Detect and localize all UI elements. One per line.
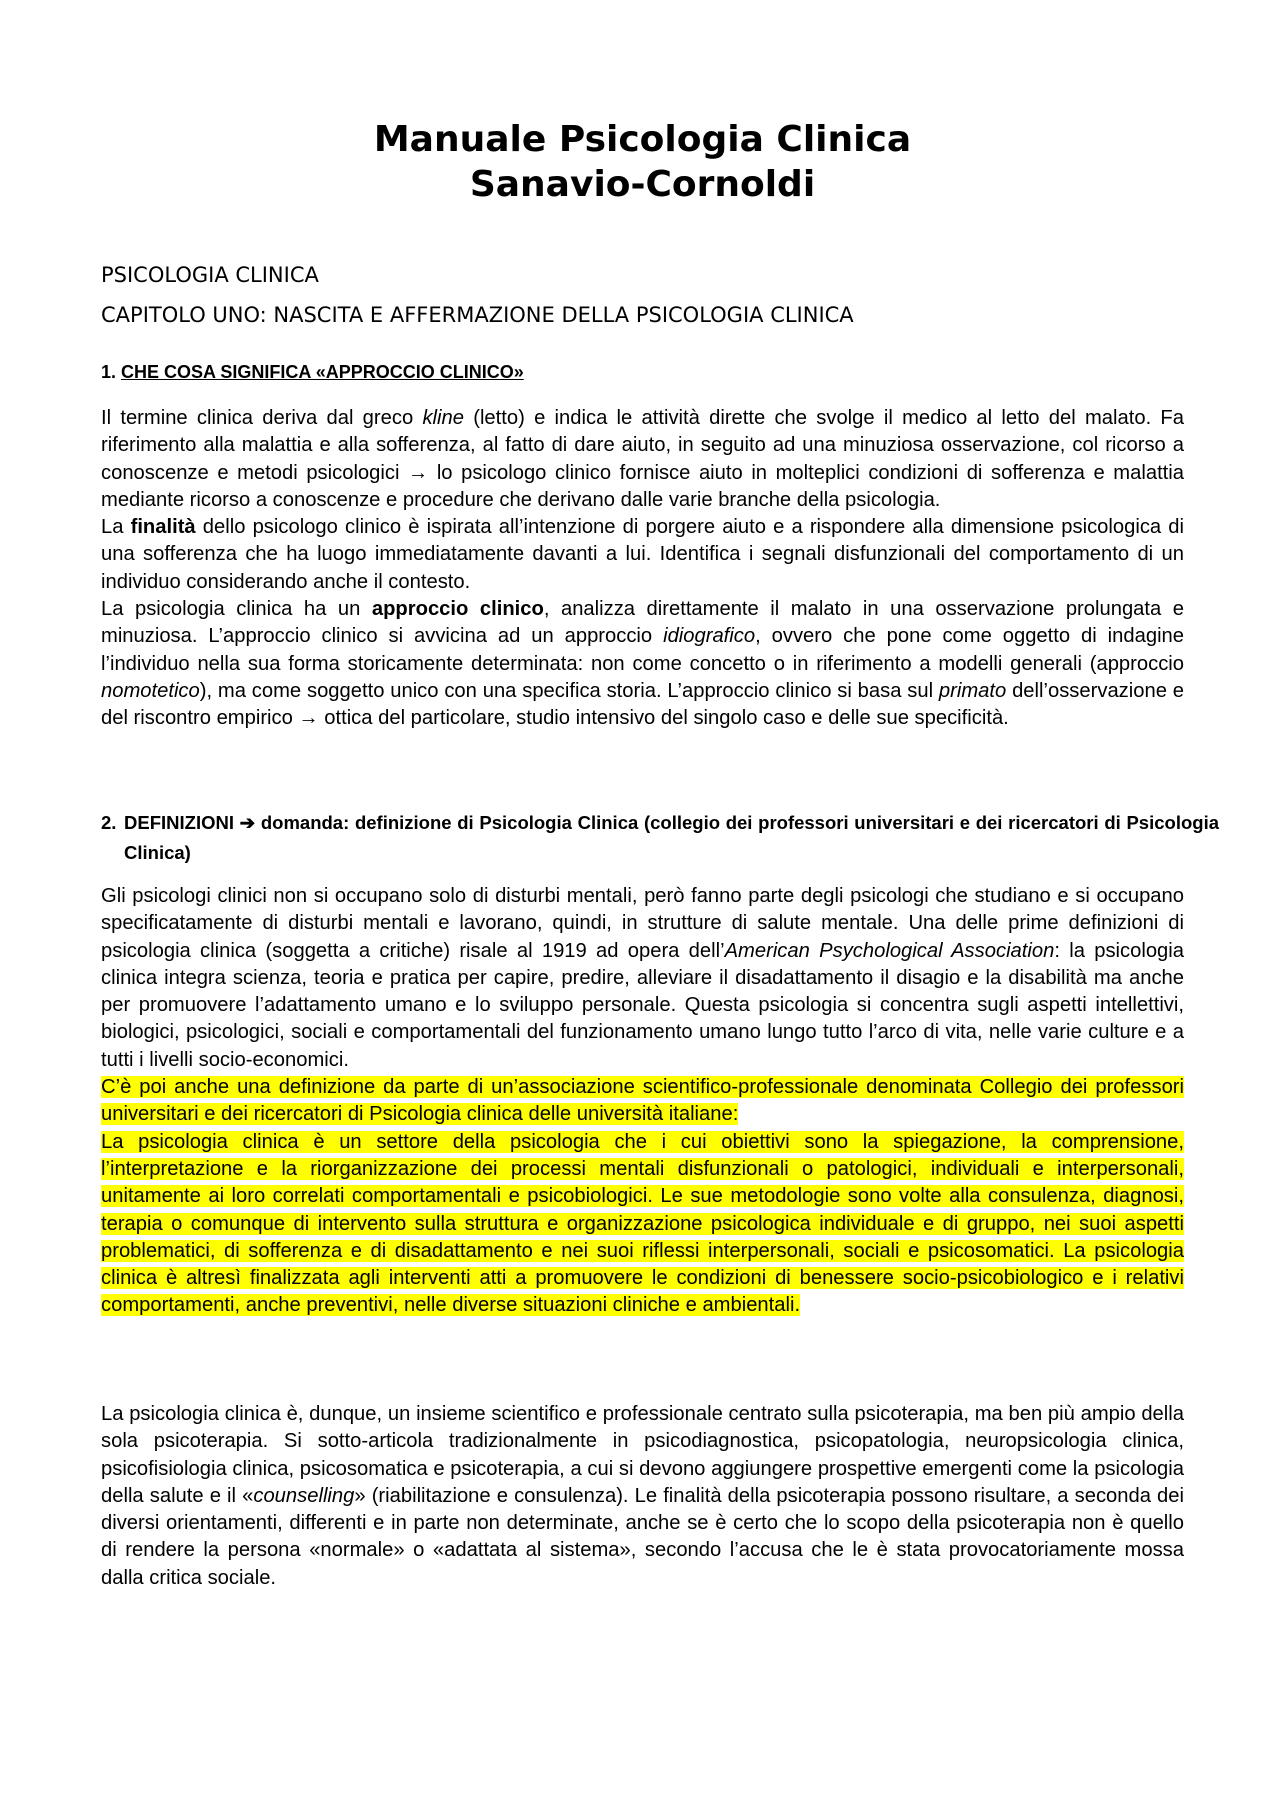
highlight-text-2: La psicologia clinica è un settore della psicologia che i cui obiettivi sono la spiegazione, la comprensione, l’interpretazione e la riorganizzazione dei processi mentali disfunzionali o patologici, individuali e interpersonali, unitamente ai loro correlati comportamentali e psicobiologici. Le sue metodologie sono volte alla consulenza, diagnosi, terapia o comunque di intervento sulla struttura e organizzazione psicologica individuale e di gruppo, nei suoi aspetti problematici, di sofferenza e di disadattamento e nei suoi riflessi interpersonali, sociali e psicosomatici. La psicologia clinica è altresì finalizzata agli interventi atti a promuovere le condizioni di benessere socio-psicobiologico e i relativi comportamenti, anche preventivi, nelle diverse situazioni cliniche e ambientali. [101,1130,1184,1317]
p4-term-apa: American Psychological Association [724,939,1055,962]
highlight-paragraph-2 [101,1129,1184,1320]
section-2-body-continued [101,1401,1184,1592]
title-line-2: Sanavio-Cornoldi [469,164,816,205]
p3-term-primato: primato [938,679,1007,702]
section-1-body [101,405,1184,733]
p5-text-a: La psicologia clinica è, dunque, un insieme scientifico e professionale centrato sulla psicoterapia, ma ben più ampio della sola psicoterapia. Si sotto-articola tradizionalmente in psicodiagnostica, psicopatologia, neuropsicologia clinica, psicofisiologia clinica, psicosomatica e psicoterapia, a cui si devono aggiungere prospettive emergenti come la psicologia della salute e il « [101,1403,1184,1507]
p4-text-a: Gli psicologi clinici non si occupano solo di disturbi mentali, però fanno parte degli psicologi che studiano e si occupano specificatamente di disturbi mentali e lavorano, quindi, in strutture di salute mentale. Una delle prime definizioni di psicologia clinica (soggetta a critiche) risale al 1919 ad opera dell’ [101,885,1184,962]
heading-1 [101,362,524,383]
title-line-1: Manuale Psicologia Clinica [373,119,912,160]
p5-text-b: » (riabilitazione e consulenza). Le finalità della psicoterapia possono risultare, a seconda dei diversi orientamenti, differenti e in parte non determinate, anche se è certo che lo scopo della psicoterapia non è quello di rendere la persona «normale» o «adattata al sistema», secondo l’accusa che le è stata provocatoriamente mossa dalla critica sociale. [101,1484,1184,1589]
document-title [101,117,1184,207]
p3-text-b: , analizza direttamente il malato in una osservazione prolungata e minuziosa. L’approccio clinico si avvicina ad un approccio [101,598,1184,648]
highlight-paragraph-1 [101,1074,1184,1129]
p2-text-b: dello psicologo clinico è ispirata all’intenzione di porgere aiuto e a rispondere alla dimensione psicologica di una sofferenza che ha luogo immediatamente davanti a lui. Identifica i segnali disfunzionali del comportamento di un individuo considerando anche il contesto. [101,516,1184,593]
p1-text-a: Il termine clinica deriva dal greco [101,407,423,429]
p3-term-nomotetico: nomotetico [101,679,200,702]
paragraph-4 [101,883,1184,1074]
p5-term-counselling: counselling [253,1484,355,1507]
heading-2 [101,808,1219,868]
p1-text-b: (letto) e indica le attività dirette che svolge il medico al letto del malato. Fa riferimento alla malattia e alla sofferenza, al fatto di dare aiuto, in seguito ad una minuziosa osservazione, col ricorso a conoscenze e metodi psicologici → lo psicologo clinico fornisce aiuto in molteplici condizioni di sofferenza e malattia mediante ricorso a conoscenze e procedure che derivano dalle varie branche della psicologia. [101,407,1184,511]
chapter-label: CAPITOLO UNO: NASCITA E AFFERMAZIONE DELLA PSICOLOGIA CLINICA [101,303,854,327]
p3-text-c: , ovvero che pone come oggetto di indagine l’individuo nella sua forma storicamente determinata: non come concetto o in riferimento a modelli generali (approccio [101,625,1185,675]
p3-text-d: ), ma come soggetto unico con una specifica storia. L’approccio clinico si basa sul [199,679,939,702]
p3-term-approccio: approccio clinico [371,598,544,621]
paragraph-5 [101,1401,1184,1592]
heading-2-text: DEFINIZIONI ➔ domanda: definizione di Psicologia Clinica (collegio dei professori universitari e dei ricercatori di Psicologia Clinica) [124,812,1219,863]
p3-term-idiografico: idiografico [663,625,756,648]
p2-text-a: La [101,516,131,539]
paragraph-2 [101,514,1184,596]
p4-text-b: : la psicologia clinica integra scienza, teoria e pratica per capire, predire, alleviare il disadattamento il disagio e la disabilità ma anche per promuovere l’adattamento umano e lo sviluppo personale. Questa psicologia si concentra sugli aspetti intellettivi, biologici, psicologici, sociali e comportamentali del funzionamento umano lungo tutto l’arco di vita, nelle varie culture e a tutti i livelli socio-economici. [101,939,1185,1071]
heading-1-text: CHE COSA SIGNIFICA «APPROCCIO CLINICO» [121,362,524,382]
heading-2-number: 2. [101,812,117,833]
p3-text-a: La psicologia clinica ha un [101,598,372,621]
section-label: PSICOLOGIA CLINICA [101,263,319,287]
paragraph-3 [101,596,1184,732]
heading-1-number: 1. [101,362,117,382]
p1-term-kline: kline [422,407,464,429]
section-2-body [101,883,1184,1320]
highlight-text-1: C’è poi anche una definizione da parte di un’associazione scientifico-professionale denominata Collegio dei professori universitari e dei ricercatori di Psicologia clinica delle università italiane: [101,1076,1184,1126]
p3-text-e: dell’osservazione e del riscontro empirico → ottica del particolare, studio intensivo del singolo caso e delle sue specificità. [101,679,1184,730]
paragraph-1 [101,405,1184,514]
p2-term-finalita: finalità [130,516,196,539]
